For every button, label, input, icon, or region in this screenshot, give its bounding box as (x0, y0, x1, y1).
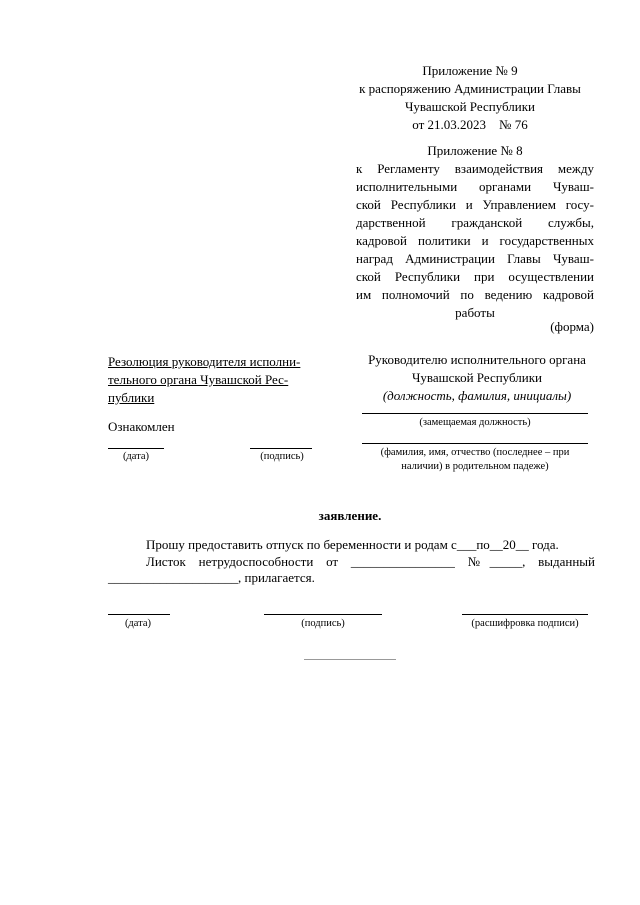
resolution-line: тельного органа Чувашской Рес- (108, 372, 289, 387)
appendix-8-line: наград Администрации Главы Чуваш- (356, 251, 594, 266)
fio-label-line2: наличии) в родительном падеже) (401, 461, 549, 472)
addressee-line2: Чувашской Республики (411, 370, 543, 385)
appendix-9-block (340, 62, 600, 134)
addressee-line1: Руководителю исполнительного органа (368, 352, 586, 367)
sig-date-label: (дата) (124, 618, 152, 629)
ack-signature-label: (подпись) (260, 451, 304, 462)
sig-signature-line (264, 614, 382, 615)
appendix-9-line1: к распоряжению Администрации Главы (359, 81, 581, 96)
statement-line2: Листок нетрудоспособности от ________________ №_____, выданный (146, 554, 595, 569)
resolution-line: публики (108, 390, 155, 405)
appendix-8-line: им полномочий по ведению кадровой (356, 287, 594, 302)
appendix-8-line: ской Республики при осуществлении (356, 269, 594, 284)
sig-date-line (108, 614, 170, 615)
appendix-8-line: ской Республики и Управлением госу- (356, 197, 594, 212)
appendix-9-title: Приложение № 9 (422, 63, 518, 78)
resolution-line: Резолюция руководителя исполни- (108, 354, 301, 369)
addressee-hint: (должность, фамилия, инициалы) (382, 388, 572, 403)
appendix-9-line3: от 21.03.2023 № 76 (412, 117, 528, 132)
appendix-9-line2: Чувашской Республики (404, 99, 536, 114)
sig-decoding-line (462, 614, 588, 615)
acknowledged-label: Ознакомлен (108, 419, 175, 434)
appendix-8-line: исполнительными органами Чуваш- (356, 179, 594, 194)
form-label: (форма) (550, 319, 594, 334)
fio-label-line1: (фамилия, имя, отчество (последнее – при (380, 447, 570, 458)
statement-line1: Прошу предоставить отпуск по беременности и родам с___по__20__ года. (146, 537, 559, 552)
appendix-8-title: Приложение № 8 (427, 143, 523, 158)
ack-signature-line (250, 448, 312, 449)
statement-heading: заявление. (318, 508, 382, 523)
position-line (362, 413, 588, 414)
resolution-block (108, 353, 320, 407)
appendix-8-block (356, 142, 594, 322)
sig-decoding-label: (расшифровка подписи) (471, 618, 579, 629)
appendix-8-line: кадровой политики и государственных (356, 233, 594, 248)
closing-separator (304, 659, 396, 660)
addressee-block (352, 351, 602, 405)
appendix-8-line: к Регламенту взаимодействия между (356, 161, 594, 176)
fio-label (358, 446, 592, 474)
ack-date-label: (дата) (122, 451, 150, 462)
appendix-8-last-line: работы (455, 305, 495, 320)
sig-signature-label: (подпись) (301, 618, 345, 629)
statement-line3: ____________________, прилагается. (108, 570, 315, 585)
appendix-8-line: дарственной гражданской службы, (356, 215, 594, 230)
fio-line (362, 443, 588, 444)
ack-date-line (108, 448, 164, 449)
position-label: (замещаемая должность) (419, 417, 531, 428)
